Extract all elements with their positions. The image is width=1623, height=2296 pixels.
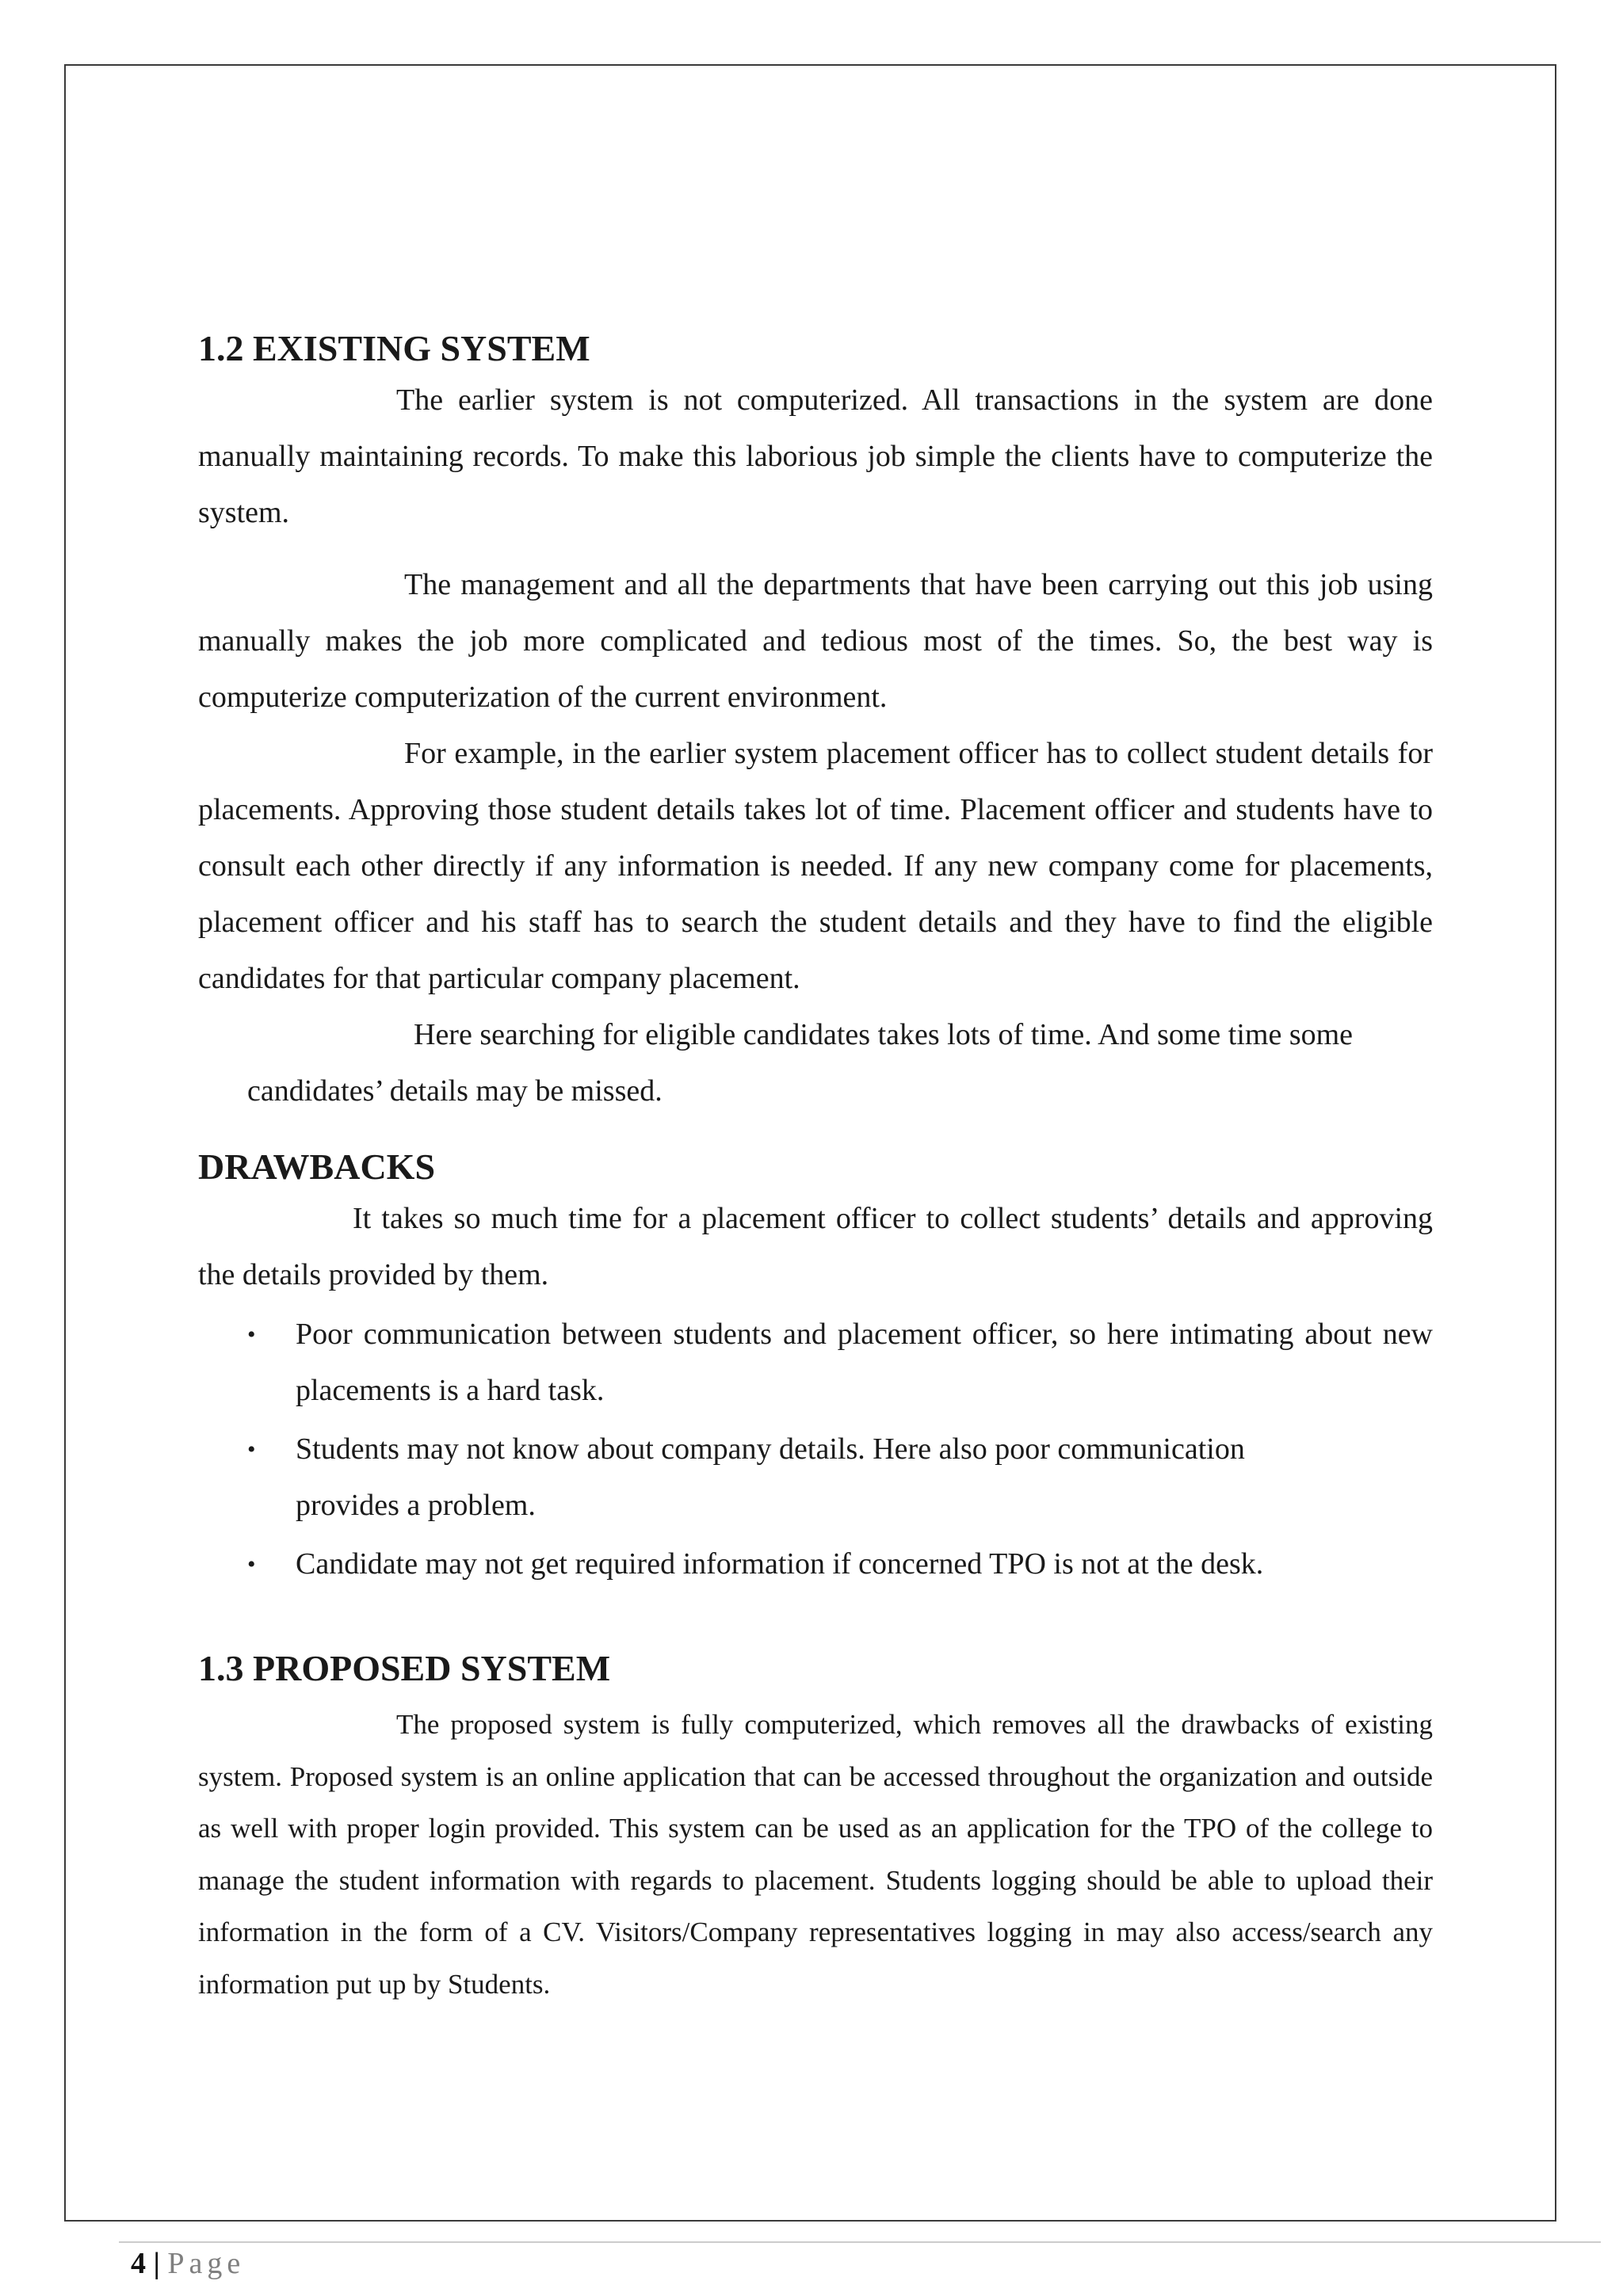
drawbacks-intro: It takes so much time for a placement officer to collect students’ details and approving the details provided by them. xyxy=(198,1202,1433,1291)
proposed-system-heading: 1.3 PROPOSED SYSTEM xyxy=(198,1648,611,1688)
list-item xyxy=(198,1421,1433,1534)
existing-system-paragraph-4: Here searching for eligible candidates takes lots of time. And some time some candidates’ details may be missed. xyxy=(247,1018,1354,1108)
bullet-icon: • xyxy=(247,1551,256,1577)
drawbacks-list xyxy=(198,1306,1433,1592)
document-body xyxy=(198,325,1433,2010)
list-item xyxy=(198,1536,1433,1592)
list-item-text: Students may not know about company details. Here also poor communication provides a problem. xyxy=(296,1432,1245,1522)
drawbacks-heading: DRAWBACKS xyxy=(198,1146,436,1187)
bullet-icon: • xyxy=(247,1322,256,1348)
bullet-icon: • xyxy=(247,1436,256,1463)
page-label: Page xyxy=(167,2247,246,2280)
existing-system-paragraph-1: The earlier system is not computerized. All transactions in the system are done manually maintaining records. To make this laborious job simple the clients have to computerize the system. xyxy=(198,383,1433,529)
list-item-text: Poor communication between students and placement officer, so here intimating about new placements is a hard task. xyxy=(296,1318,1433,1407)
list-item xyxy=(198,1306,1433,1419)
existing-system-paragraph-3: For example, in the earlier system placement officer has to collect student details for placements. Approving those student details takes lot of time. Placement officer and students have to consult each other directly if any information is needed. If any new company come for placements, placement officer and his staff has to search the student details and they have to find the eligible candidates for that particular company placement. xyxy=(198,737,1433,995)
list-item-text: Candidate may not get required information if concerned TPO is not at the desk. xyxy=(296,1547,1264,1581)
page-number: 4 xyxy=(131,2247,146,2280)
footer-divider xyxy=(119,2241,1601,2243)
proposed-system-body xyxy=(198,1699,1433,2010)
page-footer xyxy=(131,2244,245,2283)
footer-separator: | xyxy=(153,2247,160,2280)
existing-system-heading: 1.2 EXISTING SYSTEM xyxy=(198,328,590,368)
existing-system-paragraph-2: The management and all the departments that have been carrying out this job using manually makes the job more complicated and tedious most of the times. So, the best way is computerize computerization of the current environment. xyxy=(198,568,1433,714)
proposed-system-paragraph-1: The proposed system is fully computerized, which removes all the drawbacks of existing system. Proposed system is an online application that can be accessed throughout the organization and outside as well with proper login provided. This system can be used as an application for the TPO of the college to manage the student information with regards to placement. Students logging should be able to upload their information in the form of a CV. Visitors/Company representatives logging in may also access/search any information put up by Students. xyxy=(198,1709,1433,2000)
